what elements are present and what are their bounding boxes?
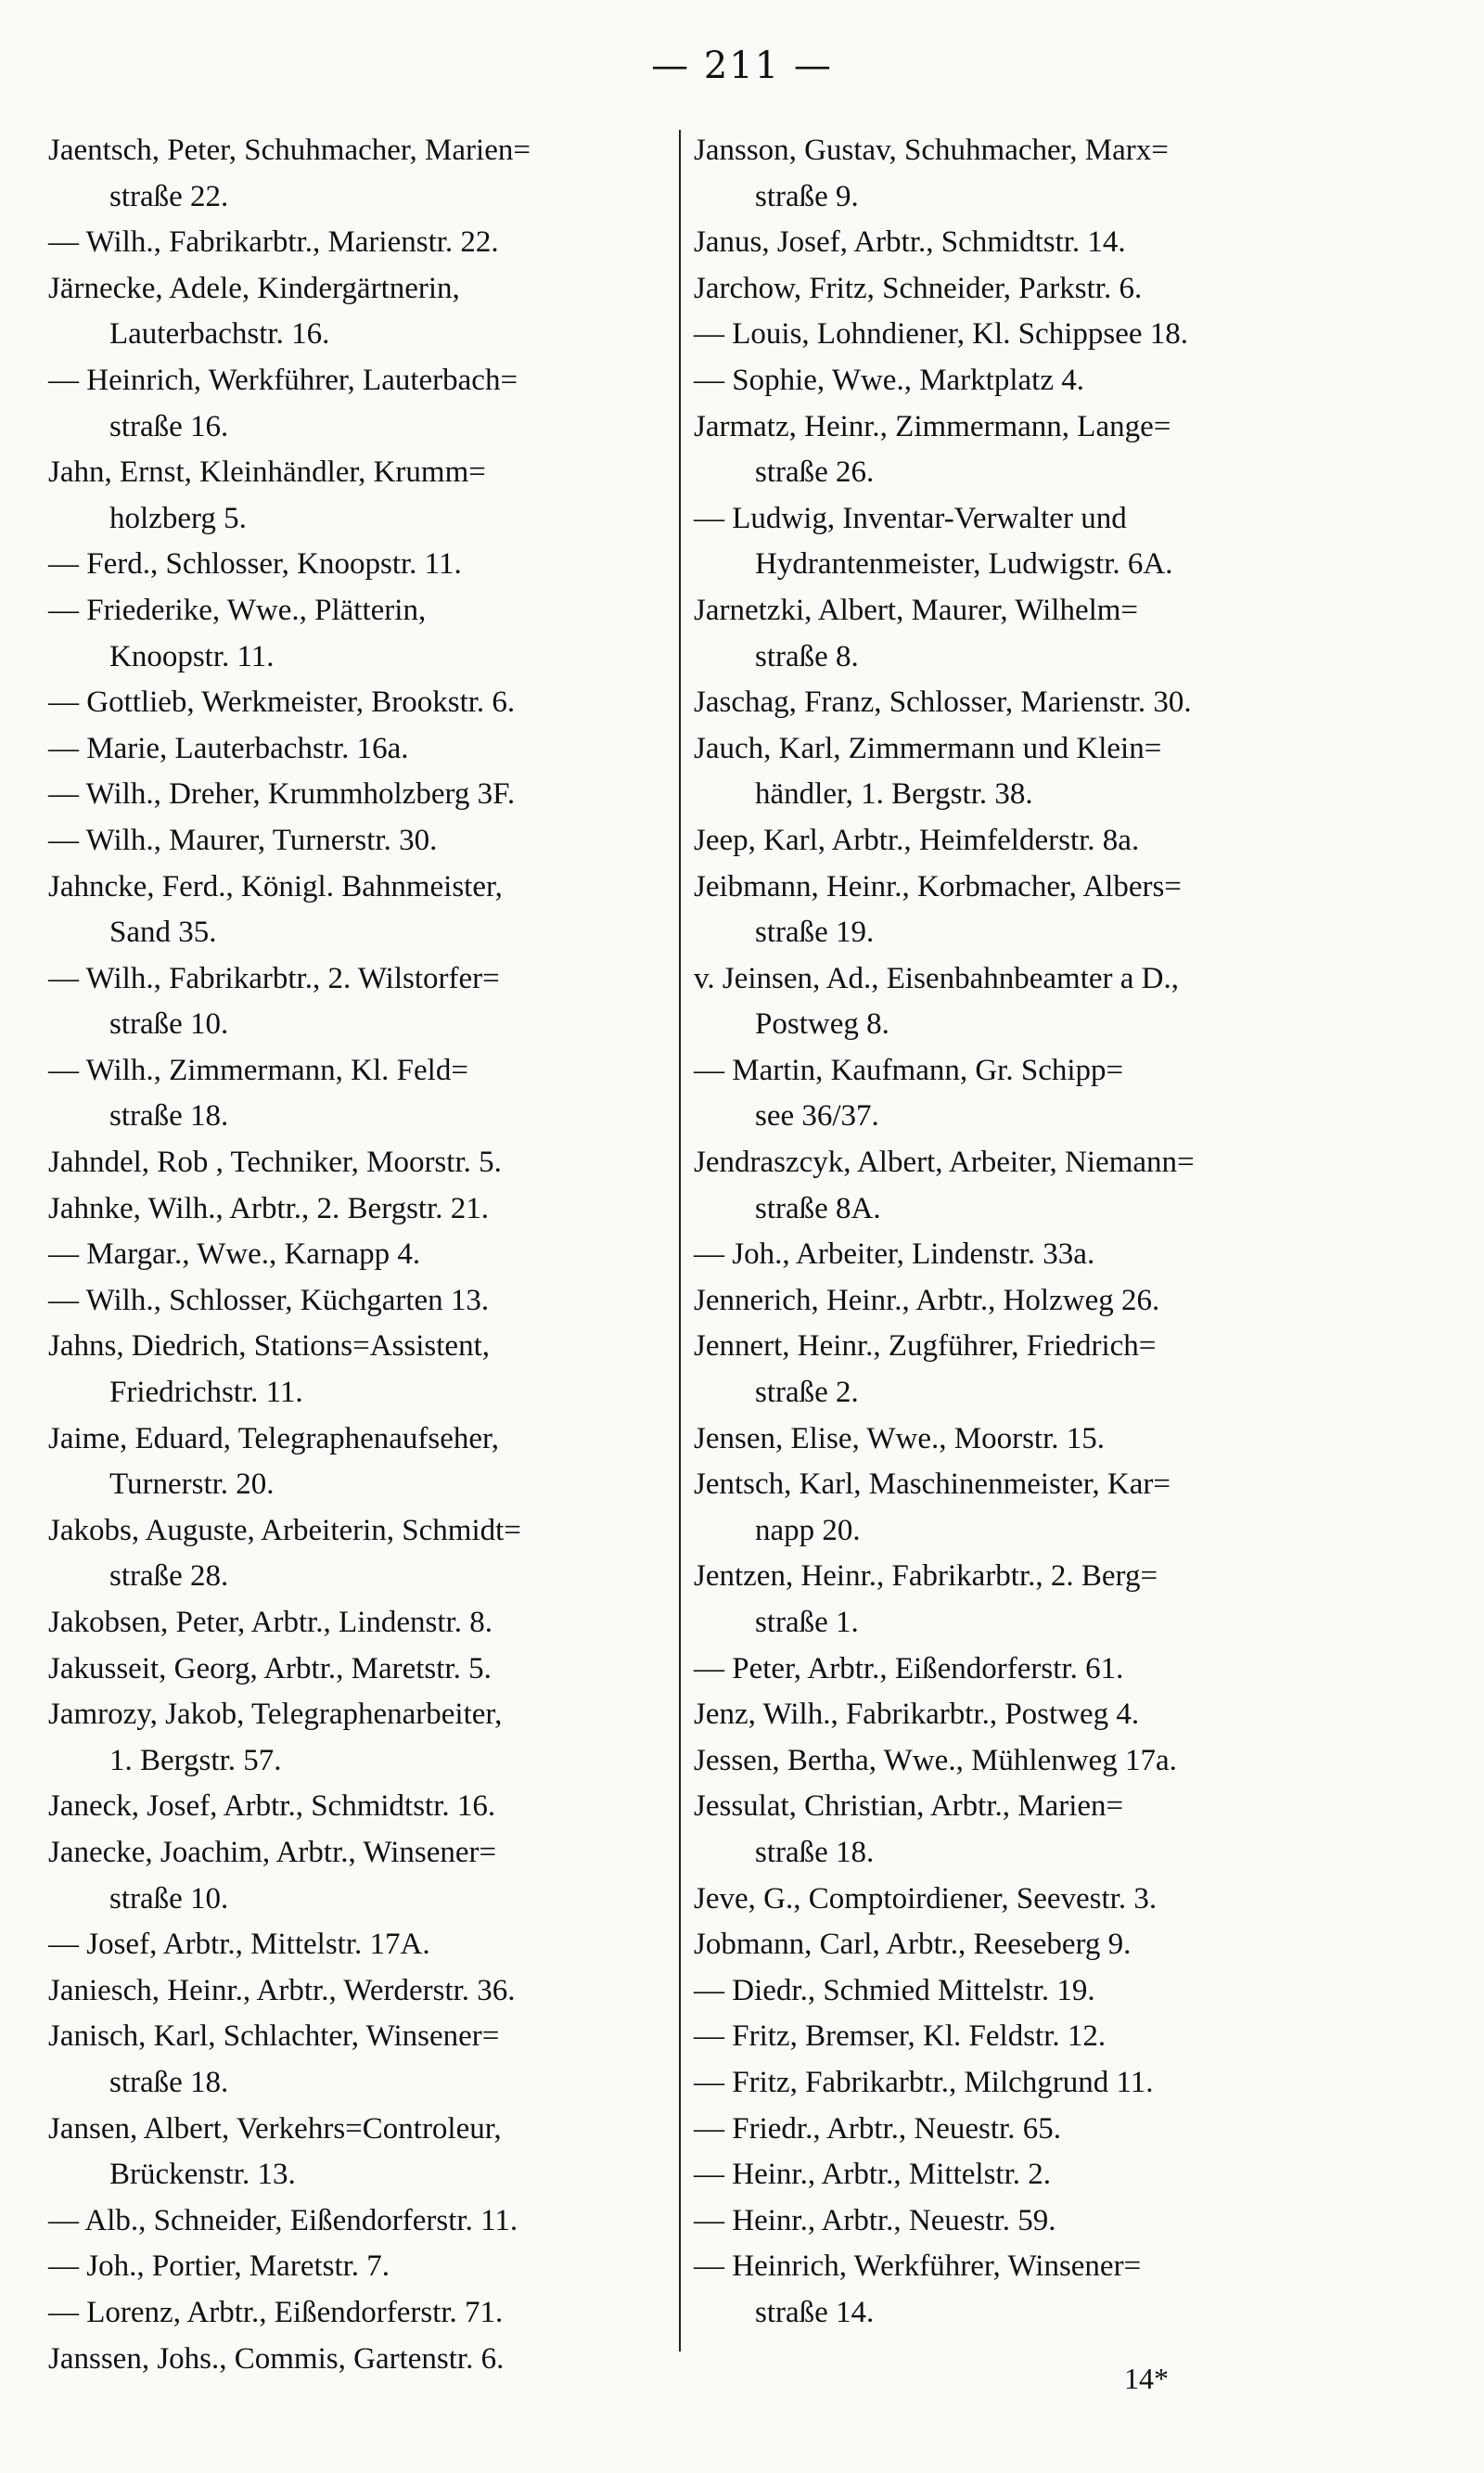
directory-entry-line: — Gottlieb, Werkmeister, Brookstr. 6.	[48, 686, 516, 720]
directory-entry-line: — Friederike, Wwe., Plätterin,	[48, 593, 427, 627]
directory-entry-line: — Ludwig, Inventar-Verwalter und	[694, 501, 1127, 535]
directory-entry-line: — Marie, Lauterbachstr. 16a.	[48, 731, 409, 765]
directory-entry-line: holzberg 5.	[109, 501, 247, 535]
directory-entry-line: Jenz, Wilh., Fabrikarbtr., Postweg 4.	[694, 1698, 1140, 1732]
directory-entry-line: — Wilh., Schlosser, Küchgarten 13.	[48, 1283, 490, 1317]
directory-entry-line: — Ferd., Schlosser, Knoopstr. 11.	[48, 547, 462, 582]
directory-entry-line: Jeve, G., Comptoirdiener, Seevestr. 3.	[694, 1881, 1158, 1916]
directory-entry-line: Jaime, Eduard, Telegraphenaufseher,	[48, 1421, 499, 1455]
directory-entry-line: Jaentsch, Peter, Schuhmacher, Marien=	[48, 134, 531, 167]
column-divider	[679, 130, 681, 2351]
directory-entry-line: napp 20.	[755, 1513, 861, 1547]
directory-entry-line: Jakobsen, Peter, Arbtr., Lindenstr. 8.	[48, 1606, 493, 1639]
directory-entry-line: Turnerstr. 20.	[109, 1467, 275, 1502]
directory-entry-line: see 36/37.	[755, 1099, 879, 1134]
directory-entry-line: Järnecke, Adele, Kindergärtnerin,	[48, 271, 460, 305]
directory-entry-line: straße 10.	[109, 1007, 229, 1042]
directory-entry-line: Knoopstr. 11.	[109, 639, 275, 673]
directory-entry-line: straße 8.	[755, 639, 859, 673]
directory-entry-line: — Joh., Portier, Maretstr. 7.	[48, 2249, 390, 2284]
directory-entry-line: — Heinrich, Werkführer, Lauterbach=	[48, 363, 518, 397]
directory-entry-line: — Lorenz, Arbtr., Eißendorferstr. 71.	[48, 2295, 504, 2329]
directory-entry-line: straße 19.	[755, 916, 875, 950]
directory-entry-line: Jahns, Diedrich, Stations=Assistent,	[48, 1329, 491, 1364]
directory-entry-line: — Fritz, Bremser, Kl. Feldstr. 12.	[694, 2019, 1107, 2054]
directory-entry-line: — Josef, Arbtr., Mittelstr. 17A.	[48, 1928, 430, 1962]
directory-entry-line: Janiesch, Heinr., Arbtr., Werderstr. 36.	[48, 1973, 516, 2007]
directory-entry-line: straße 22.	[109, 179, 229, 213]
directory-entry-line: straße 14.	[755, 2295, 875, 2329]
directory-entry-line: Jansen, Albert, Verkehrs=Controleur,	[48, 2111, 502, 2146]
directory-entry-line: Brückenstr. 13.	[109, 2158, 296, 2192]
directory-entry-line: — Martin, Kaufmann, Gr. Schipp=	[694, 1053, 1124, 1087]
directory-entry-line: Jeep, Karl, Arbtr., Heimfelderstr. 8a.	[694, 823, 1140, 857]
directory-entry-line: Janssen, Johs., Commis, Gartenstr. 6.	[48, 2341, 505, 2376]
directory-entry-line: — Sophie, Wwe., Marktplatz 4.	[694, 363, 1084, 397]
directory-entry-line: — Heinr., Arbtr., Mittelstr. 2.	[694, 2158, 1051, 2192]
page-number: — 211 —	[651, 45, 833, 87]
directory-entry-line: straße 18.	[109, 1099, 229, 1134]
directory-entry-line: — Louis, Lohndiener, Kl. Schippsee 18.	[694, 317, 1189, 352]
directory-entry-line: straße 16.	[109, 409, 229, 443]
directory-entry-line: Jendraszcyk, Albert, Arbeiter, Niemann=	[694, 1146, 1195, 1180]
directory-entry-line: Friedrichstr. 11.	[109, 1376, 303, 1410]
directory-entry-line: Sand 35.	[109, 916, 217, 950]
directory-entry-line: Postweg 8.	[755, 1007, 889, 1042]
directory-entry-line: Jennerich, Heinr., Arbtr., Holzweg 26.	[694, 1283, 1160, 1317]
directory-entry-line: — Fritz, Fabrikarbtr., Milchgrund 11.	[694, 2065, 1154, 2099]
directory-entry-line: Jarmatz, Heinr., Zimmermann, Lange=	[694, 409, 1171, 443]
directory-entry-line: Jentzen, Heinr., Fabrikarbtr., 2. Berg=	[694, 1559, 1158, 1594]
directory-entry-line: straße 10.	[109, 1881, 229, 1916]
directory-entry-line: Jessulat, Christian, Arbtr., Marien=	[694, 1789, 1124, 1824]
directory-entry-line: — Friedr., Arbtr., Neuestr. 65.	[694, 2111, 1061, 2146]
directory-entry-line: Janisch, Karl, Schlachter, Winsener=	[48, 2019, 500, 2054]
directory-entry-line: — Wilh., Fabrikarbtr., 2. Wilstorfer=	[48, 961, 500, 995]
directory-entry-line: — Diedr., Schmied Mittelstr. 19.	[694, 1973, 1095, 2007]
directory-entry-line: — Wilh., Fabrikarbtr., Marienstr. 22.	[48, 225, 499, 260]
directory-entry-line: — Joh., Arbeiter, Lindenstr. 33a.	[694, 1237, 1095, 1272]
directory-entry-line: straße 28.	[109, 1559, 229, 1594]
directory-entry-line: 1. Bergstr. 57.	[109, 1743, 282, 1777]
directory-entry-line: Janus, Josef, Arbtr., Schmidtstr. 14.	[694, 225, 1126, 260]
directory-entry-line: Hydrantenmeister, Ludwigstr. 6A.	[755, 547, 1173, 582]
directory-entry-line: Janeck, Josef, Arbtr., Schmidtstr. 16.	[48, 1789, 496, 1824]
directory-entry-line: straße 26.	[755, 455, 875, 490]
directory-entry-line: Jahn, Ernst, Kleinhändler, Krumm=	[48, 455, 486, 490]
signature-mark: 14*	[1124, 2362, 1169, 2395]
directory-entry-line: Jakobs, Auguste, Arbeiterin, Schmidt=	[48, 1513, 521, 1547]
directory-entry-line: Jensen, Elise, Wwe., Moorstr. 15.	[694, 1421, 1106, 1455]
directory-entry-line: straße 18.	[109, 2065, 229, 2099]
directory-entry-line: Jahncke, Ferd., Königl. Bahnmeister,	[48, 869, 503, 903]
directory-entry-line: Jessen, Bertha, Wwe., Mühlenweg 17a.	[694, 1743, 1177, 1777]
directory-entry-line: — Peter, Arbtr., Eißendorferstr. 61.	[694, 1651, 1124, 1685]
left-column	[48, 128, 688, 2382]
directory-entry-line: — Margar., Wwe., Karnapp 4.	[48, 1237, 421, 1272]
directory-entry-line: straße 8A.	[755, 1191, 881, 1225]
directory-entry-line: Jauch, Karl, Zimmermann und Klein=	[694, 731, 1162, 765]
directory-entry-line: — Wilh., Dreher, Krummholzberg 3F.	[48, 777, 516, 812]
directory-entry-line: — Alb., Schneider, Eißendorferstr. 11.	[48, 2203, 518, 2237]
directory-entry-line: straße 2.	[755, 1376, 859, 1410]
directory-entry-line: straße 18.	[755, 1835, 875, 1869]
directory-entry-line: Jentsch, Karl, Maschinenmeister, Kar=	[694, 1467, 1171, 1502]
directory-entry-line: Jarchow, Fritz, Schneider, Parkstr. 6.	[694, 271, 1143, 305]
right-column	[694, 128, 1343, 2337]
directory-entry-line: Jakusseit, Georg, Arbtr., Maretstr. 5.	[48, 1651, 492, 1685]
directory-entry-line: Jahnke, Wilh., Arbtr., 2. Bergstr. 21.	[48, 1191, 490, 1225]
directory-entry-line: straße 1.	[755, 1606, 859, 1639]
directory-entry-line: — Heinrich, Werkführer, Winsener=	[694, 2249, 1142, 2284]
directory-entry-line: Jahndel, Rob , Techniker, Moorstr. 5.	[48, 1146, 502, 1180]
directory-entry-line: Jamrozy, Jakob, Telegraphenarbeiter,	[48, 1698, 503, 1732]
directory-entry-line: Jaschag, Franz, Schlosser, Marienstr. 30.	[694, 686, 1192, 720]
directory-entry-line: Jobmann, Carl, Arbtr., Reeseberg 9.	[694, 1928, 1132, 1962]
directory-entry-line: — Wilh., Maurer, Turnerstr. 30.	[48, 823, 438, 857]
directory-entry-line: v. Jeinsen, Ad., Eisenbahnbeamter a D.,	[694, 961, 1179, 995]
directory-entry-line: Jansson, Gustav, Schuhmacher, Marx=	[694, 134, 1169, 167]
directory-entry-line: Jeibmann, Heinr., Korbmacher, Albers=	[694, 869, 1182, 903]
directory-entry-line: Jennert, Heinr., Zugführer, Friedrich=	[694, 1329, 1157, 1364]
directory-entry-line: Jarnetzki, Albert, Maurer, Wilhelm=	[694, 593, 1139, 627]
directory-entry-line: straße 9.	[755, 179, 859, 213]
directory-entry-line: — Heinr., Arbtr., Neuestr. 59.	[694, 2203, 1056, 2237]
directory-entry-line: — Wilh., Zimmermann, Kl. Feld=	[48, 1053, 468, 1087]
directory-entry-line: händler, 1. Bergstr. 38.	[755, 777, 1033, 812]
directory-entry-line: Lauterbachstr. 16.	[109, 317, 330, 352]
directory-entry-line: Janecke, Joachim, Arbtr., Winsener=	[48, 1835, 497, 1869]
